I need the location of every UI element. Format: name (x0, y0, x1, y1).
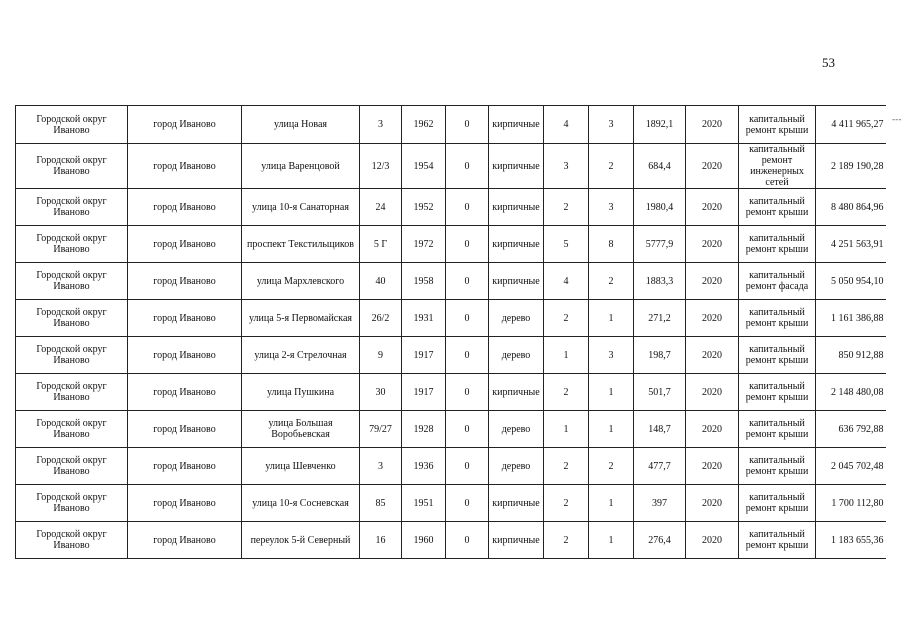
floors-cell: 1 (544, 411, 589, 448)
municipality-cell: Городской округ Иваново (16, 106, 128, 144)
cost-cell: 1 183 655,36 (816, 522, 886, 559)
cost-cell: 5 050 954,10 (816, 263, 886, 300)
settlement-cell: город Иваново (128, 337, 242, 374)
street-cell: улица Варенцовой (242, 144, 360, 189)
entrances-cell: 2 (589, 144, 634, 189)
plan-year-cell: 2020 (686, 106, 739, 144)
municipality-cell: Городской округ Иваново (16, 263, 128, 300)
table-row (16, 300, 886, 337)
municipality-cell: Городской округ Иваново (16, 411, 128, 448)
plan-year-cell: 2020 (686, 189, 739, 226)
wall-material-cell: кирпичные (489, 144, 544, 189)
zero-cell: 0 (446, 106, 489, 144)
municipality-cell: Городской округ Иваново (16, 522, 128, 559)
wall-material-cell: кирпичные (489, 189, 544, 226)
settlement-cell: город Иваново (128, 263, 242, 300)
zero-cell: 0 (446, 263, 489, 300)
street-cell: улица 10-я Санаторная (242, 189, 360, 226)
zero-cell: 0 (446, 189, 489, 226)
street-cell: улица 10-я Сосневская (242, 485, 360, 522)
work-type-cell: капитальный ремонт крыши (739, 106, 816, 144)
house-number-cell: 30 (360, 374, 402, 411)
table-row (16, 144, 886, 189)
table-row (16, 522, 886, 559)
entrances-cell: 1 (589, 522, 634, 559)
cost-cell: 2 189 190,28 (816, 144, 886, 189)
work-type-cell: капитальный ремонт крыши (739, 226, 816, 263)
build-year-cell: 1962 (402, 106, 446, 144)
zero-cell: 0 (446, 522, 489, 559)
municipality-cell: Городской округ Иваново (16, 189, 128, 226)
area-cell: 148,7 (634, 411, 686, 448)
cost-cell: 4 411 965,27 (816, 106, 886, 144)
table-row (16, 226, 886, 263)
floors-cell: 4 (544, 263, 589, 300)
entrances-cell: 3 (589, 189, 634, 226)
floors-cell: 3 (544, 144, 589, 189)
settlement-cell: город Иваново (128, 485, 242, 522)
table-row (16, 263, 886, 300)
house-number-cell: 40 (360, 263, 402, 300)
municipality-cell: Городской округ Иваново (16, 485, 128, 522)
work-type-cell: капитальный ремонт крыши (739, 411, 816, 448)
wall-material-cell: кирпичные (489, 522, 544, 559)
area-cell: 477,7 (634, 448, 686, 485)
plan-year-cell: 2020 (686, 374, 739, 411)
municipality-cell: Городской округ Иваново (16, 337, 128, 374)
floors-cell: 2 (544, 189, 589, 226)
entrances-cell: 3 (589, 106, 634, 144)
area-cell: 501,7 (634, 374, 686, 411)
build-year-cell: 1958 (402, 263, 446, 300)
entrances-cell: 2 (589, 448, 634, 485)
plan-year-cell: 2020 (686, 300, 739, 337)
zero-cell: 0 (446, 485, 489, 522)
area-cell: 684,4 (634, 144, 686, 189)
floors-cell: 4 (544, 106, 589, 144)
table-row (16, 448, 886, 485)
floors-cell: 2 (544, 485, 589, 522)
house-number-cell: 9 (360, 337, 402, 374)
area-cell: 276,4 (634, 522, 686, 559)
work-type-cell: капитальный ремонт крыши (739, 522, 816, 559)
zero-cell: 0 (446, 226, 489, 263)
entrances-cell: 1 (589, 300, 634, 337)
settlement-cell: город Иваново (128, 522, 242, 559)
table-row (16, 337, 886, 374)
municipality-cell: Городской округ Иваново (16, 300, 128, 337)
build-year-cell: 1917 (402, 337, 446, 374)
floors-cell: 5 (544, 226, 589, 263)
entrances-cell: 8 (589, 226, 634, 263)
house-number-cell: 85 (360, 485, 402, 522)
work-type-cell: капитальный ремонт крыши (739, 485, 816, 522)
wall-material-cell: дерево (489, 300, 544, 337)
zero-cell: 0 (446, 144, 489, 189)
house-number-cell: 5 Г (360, 226, 402, 263)
house-number-cell: 26/2 (360, 300, 402, 337)
plan-year-cell: 2020 (686, 144, 739, 189)
settlement-cell: город Иваново (128, 226, 242, 263)
settlement-cell: город Иваново (128, 144, 242, 189)
plan-year-cell: 2020 (686, 485, 739, 522)
floors-cell: 1 (544, 337, 589, 374)
plan-year-cell: 2020 (686, 411, 739, 448)
work-type-cell: капитальный ремонт инженерных сетей (739, 144, 816, 189)
build-year-cell: 1931 (402, 300, 446, 337)
municipality-cell: Городской округ Иваново (16, 144, 128, 189)
settlement-cell: город Иваново (128, 106, 242, 144)
street-cell: улица Новая (242, 106, 360, 144)
house-number-cell: 16 (360, 522, 402, 559)
floors-cell: 2 (544, 300, 589, 337)
zero-cell: 0 (446, 448, 489, 485)
cost-cell: 2 045 702,48 (816, 448, 886, 485)
settlement-cell: город Иваново (128, 448, 242, 485)
area-cell: 5777,9 (634, 226, 686, 263)
cost-cell: 850 912,88 (816, 337, 886, 374)
work-type-cell: капитальный ремонт крыши (739, 300, 816, 337)
wall-material-cell: кирпичные (489, 485, 544, 522)
floors-cell: 2 (544, 522, 589, 559)
cost-cell: 8 480 864,96 (816, 189, 886, 226)
work-type-cell: капитальный ремонт крыши (739, 189, 816, 226)
house-number-cell: 24 (360, 189, 402, 226)
build-year-cell: 1928 (402, 411, 446, 448)
municipality-cell: Городской округ Иваново (16, 448, 128, 485)
municipality-cell: Городской округ Иваново (16, 226, 128, 263)
wall-material-cell: дерево (489, 337, 544, 374)
table-row (16, 106, 886, 144)
street-cell: улица 2-я Стрелочная (242, 337, 360, 374)
floors-cell: 2 (544, 448, 589, 485)
housing-repair-table (15, 105, 886, 559)
work-type-cell: капитальный ремонт крыши (739, 337, 816, 374)
wall-material-cell: кирпичные (489, 226, 544, 263)
area-cell: 198,7 (634, 337, 686, 374)
plan-year-cell: 2020 (686, 263, 739, 300)
cost-cell: 1 161 386,88 (816, 300, 886, 337)
entrances-cell: 1 (589, 485, 634, 522)
wall-material-cell: кирпичные (489, 374, 544, 411)
table-row (16, 485, 886, 522)
work-type-cell: капитальный ремонт фасада (739, 263, 816, 300)
work-type-cell: капитальный ремонт крыши (739, 374, 816, 411)
plan-year-cell: 2020 (686, 337, 739, 374)
street-cell: улица 5-я Первомайская (242, 300, 360, 337)
cost-cell: 636 792,88 (816, 411, 886, 448)
table-row (16, 411, 886, 448)
entrances-cell: 3 (589, 337, 634, 374)
settlement-cell: город Иваново (128, 189, 242, 226)
zero-cell: 0 (446, 300, 489, 337)
build-year-cell: 1960 (402, 522, 446, 559)
house-number-cell: 79/27 (360, 411, 402, 448)
build-year-cell: 1917 (402, 374, 446, 411)
entrances-cell: 1 (589, 411, 634, 448)
zero-cell: 0 (446, 374, 489, 411)
table-row (16, 374, 886, 411)
area-cell: 1980,4 (634, 189, 686, 226)
table-body (16, 106, 886, 559)
entrances-cell: 1 (589, 374, 634, 411)
street-cell: улица Большая Воробьевская (242, 411, 360, 448)
settlement-cell: город Иваново (128, 374, 242, 411)
street-cell: переулок 5-й Северный (242, 522, 360, 559)
build-year-cell: 1954 (402, 144, 446, 189)
street-cell: улица Пушкина (242, 374, 360, 411)
house-number-cell: 3 (360, 448, 402, 485)
plan-year-cell: 2020 (686, 226, 739, 263)
house-number-cell: 12/3 (360, 144, 402, 189)
area-cell: 397 (634, 485, 686, 522)
work-type-cell: капитальный ремонт крыши (739, 448, 816, 485)
plan-year-cell: 2020 (686, 448, 739, 485)
cost-cell: 4 251 563,91 (816, 226, 886, 263)
table-row (16, 189, 886, 226)
page-number: 53 (822, 55, 835, 70)
wall-material-cell: кирпичные (489, 263, 544, 300)
cost-cell: 1 700 112,80 (816, 485, 886, 522)
area-cell: 1892,1 (634, 106, 686, 144)
zero-cell: 0 (446, 337, 489, 374)
settlement-cell: город Иваново (128, 300, 242, 337)
municipality-cell: Городской округ Иваново (16, 374, 128, 411)
floors-cell: 2 (544, 374, 589, 411)
street-cell: улица Шевченко (242, 448, 360, 485)
build-year-cell: 1972 (402, 226, 446, 263)
street-cell: улица Мархлевского (242, 263, 360, 300)
area-cell: 271,2 (634, 300, 686, 337)
area-cell: 1883,3 (634, 263, 686, 300)
plan-year-cell: 2020 (686, 522, 739, 559)
settlement-cell: город Иваново (128, 411, 242, 448)
scan-edge-mark: - - - (892, 114, 901, 124)
wall-material-cell: кирпичные (489, 106, 544, 144)
wall-material-cell: дерево (489, 448, 544, 485)
wall-material-cell: дерево (489, 411, 544, 448)
build-year-cell: 1952 (402, 189, 446, 226)
street-cell: проспект Текстильщиков (242, 226, 360, 263)
entrances-cell: 2 (589, 263, 634, 300)
house-number-cell: 3 (360, 106, 402, 144)
cost-cell: 2 148 480,08 (816, 374, 886, 411)
build-year-cell: 1936 (402, 448, 446, 485)
zero-cell: 0 (446, 411, 489, 448)
build-year-cell: 1951 (402, 485, 446, 522)
